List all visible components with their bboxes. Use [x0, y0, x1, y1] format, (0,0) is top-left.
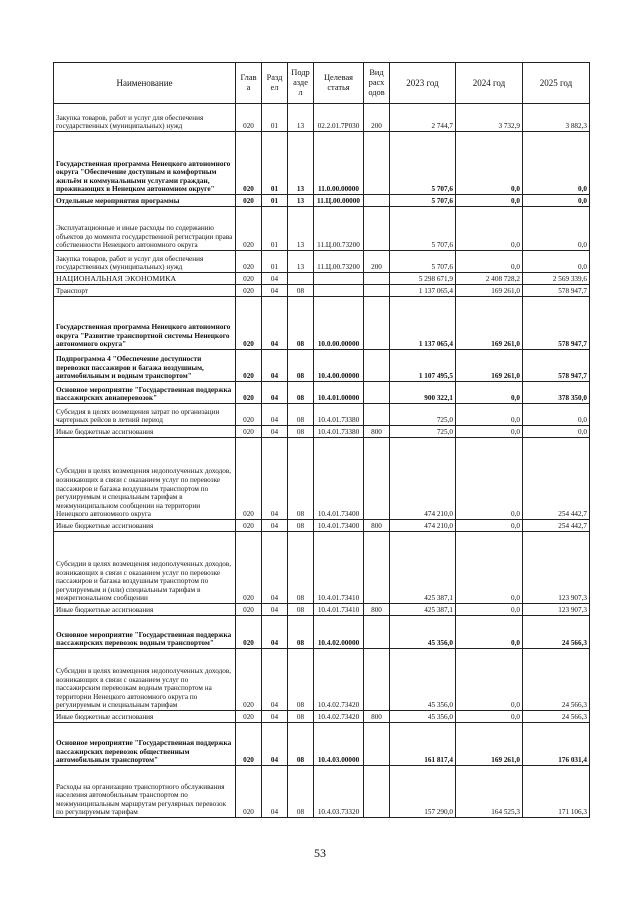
- table-row: [54, 350, 590, 382]
- cell-podrazdel: 08: [288, 723, 314, 766]
- cell-podrazdel: 13: [288, 104, 314, 132]
- cell-razdel: 04: [262, 382, 288, 404]
- cell-vid: [364, 382, 390, 404]
- table-row: [54, 711, 590, 723]
- cell-y2025: 254 442,7: [523, 520, 590, 532]
- cell-glava: 020: [236, 207, 262, 251]
- cell-vid: [364, 532, 390, 604]
- budget-table: [53, 62, 590, 818]
- cell-y2024: 169 261,0: [456, 350, 523, 382]
- cell-name: Эксплуатационные и иные расходы по содержанию объектов до момента государственной регистрации права собственности Ненецкого автономного округа: [54, 207, 236, 251]
- cell-glava: 020: [236, 104, 262, 132]
- cell-vid: [364, 723, 390, 766]
- cell-glava: 020: [236, 285, 262, 297]
- cell-y2023: 1 107 495,5: [390, 350, 456, 382]
- cell-y2023: 45 356,0: [390, 649, 456, 711]
- cell-glava: 020: [236, 604, 262, 616]
- cell-y2025: 24 566,3: [523, 649, 590, 711]
- cell-target: 11.Ц.00.73200: [314, 207, 364, 251]
- cell-vid: 800: [364, 426, 390, 438]
- cell-name: Подпрограмма 4 "Обеспечение доступности перевозки пассажиров и багажа воздушным, автомобильным и водным транспортом": [54, 350, 236, 382]
- cell-glava: 020: [236, 520, 262, 532]
- cell-target: 10.4.02.73420: [314, 711, 364, 723]
- cell-y2025: 0,0: [523, 426, 590, 438]
- cell-podrazdel: 08: [288, 532, 314, 604]
- cell-glava: 020: [236, 532, 262, 604]
- cell-name: Субсидии в целях возмещения недополученных доходов, возникающих в связи с оказанием услуг по пассажирским перевозкам водным транспортом на территории Ненецкого автономного округа по регулируемым и специальным тарифам: [54, 649, 236, 711]
- cell-y2025: 0,0: [523, 251, 590, 273]
- cell-glava: 020: [236, 649, 262, 711]
- cell-glava: 020: [236, 382, 262, 404]
- cell-name: Расходы на организацию транспортного обслуживания населения автомобильным транспортом по межмуниципальным маршрутам регулярных перевозок по регулируемым тарифам: [54, 766, 236, 818]
- cell-vid: [364, 195, 390, 207]
- cell-target: 10.4.00.00000: [314, 350, 364, 382]
- cell-razdel: 04: [262, 426, 288, 438]
- cell-glava: 020: [236, 195, 262, 207]
- cell-vid: [364, 297, 390, 350]
- cell-target: 10.4.03.00000: [314, 723, 364, 766]
- table-row: [54, 297, 590, 350]
- cell-glava: 020: [236, 711, 262, 723]
- cell-name: Иные бюджетные ассигнования: [54, 520, 236, 532]
- cell-y2023: 725,0: [390, 404, 456, 426]
- cell-podrazdel: [288, 273, 314, 285]
- cell-podrazdel: 08: [288, 766, 314, 818]
- header-name: Наименование: [54, 63, 236, 104]
- cell-target: [314, 285, 364, 297]
- cell-name: Субсидии в целях возмещения недополученных доходов, возникающих в связи с оказанием услуг по перевозке пассажиров и багажа воздушным транспортом по регулируемым и специальным тарифам в межмуниципальном сообщении на территории Ненецкого автономного округа: [54, 438, 236, 520]
- cell-razdel: 04: [262, 616, 288, 649]
- table-row: [54, 132, 590, 195]
- cell-y2024: 0,0: [456, 132, 523, 195]
- header-row: [54, 63, 590, 104]
- cell-target: 10.4.01.73380: [314, 426, 364, 438]
- cell-razdel: 01: [262, 251, 288, 273]
- cell-podrazdel: 08: [288, 426, 314, 438]
- cell-podrazdel: 08: [288, 285, 314, 297]
- cell-y2024: 2 408 728,2: [456, 273, 523, 285]
- cell-y2025: 0,0: [523, 195, 590, 207]
- table-row: [54, 207, 590, 251]
- cell-vid: 800: [364, 520, 390, 532]
- table-row: [54, 285, 590, 297]
- table-row: [54, 426, 590, 438]
- cell-glava: 020: [236, 297, 262, 350]
- cell-y2024: 0,0: [456, 616, 523, 649]
- cell-razdel: 04: [262, 520, 288, 532]
- cell-razdel: 04: [262, 766, 288, 818]
- table-row: [54, 104, 590, 132]
- header-target: Целевая статья: [314, 63, 364, 104]
- cell-podrazdel: 13: [288, 251, 314, 273]
- table-row: [54, 649, 590, 711]
- cell-y2024: 169 261,0: [456, 723, 523, 766]
- cell-y2023: 474 210,0: [390, 438, 456, 520]
- cell-target: 10.4.01.73380: [314, 404, 364, 426]
- cell-y2025: 171 106,3: [523, 766, 590, 818]
- cell-y2024: 0,0: [456, 404, 523, 426]
- cell-name: Транспорт: [54, 285, 236, 297]
- table-row: [54, 723, 590, 766]
- cell-target: 10.0.00.00000: [314, 297, 364, 350]
- cell-y2025: 176 031,4: [523, 723, 590, 766]
- cell-target: 10.4.02.73420: [314, 649, 364, 711]
- cell-razdel: 04: [262, 285, 288, 297]
- cell-vid: [364, 404, 390, 426]
- header-2025: 2025 год: [523, 63, 590, 104]
- table-row: [54, 520, 590, 532]
- cell-y2024: 169 261,0: [456, 297, 523, 350]
- cell-podrazdel: 08: [288, 297, 314, 350]
- page-number: 53: [314, 846, 326, 860]
- cell-vid: [364, 273, 390, 285]
- table-row: [54, 766, 590, 818]
- cell-name: Иные бюджетные ассигнования: [54, 604, 236, 616]
- cell-glava: 020: [236, 350, 262, 382]
- cell-y2024: 0,0: [456, 520, 523, 532]
- cell-y2023: 5 707,6: [390, 251, 456, 273]
- cell-target: 10.4.01.00000: [314, 382, 364, 404]
- cell-y2023: 5 707,6: [390, 207, 456, 251]
- cell-y2024: 0,0: [456, 711, 523, 723]
- cell-y2025: 578 947,7: [523, 285, 590, 297]
- cell-podrazdel: 08: [288, 404, 314, 426]
- cell-razdel: 04: [262, 297, 288, 350]
- cell-razdel: 01: [262, 132, 288, 195]
- cell-podrazdel: 08: [288, 649, 314, 711]
- cell-y2023: 1 137 065,4: [390, 285, 456, 297]
- cell-name: Основное мероприятие "Государственная поддержка пассажирских перевозок водным транспортом": [54, 616, 236, 649]
- cell-target: 10.4.01.73410: [314, 532, 364, 604]
- cell-vid: 800: [364, 711, 390, 723]
- cell-y2025: 24 566,3: [523, 616, 590, 649]
- cell-podrazdel: 08: [288, 711, 314, 723]
- cell-target: 11.Ц.00.00000: [314, 195, 364, 207]
- cell-name: Отдельные мероприятия программы: [54, 195, 236, 207]
- cell-podrazdel: 08: [288, 520, 314, 532]
- table-body: [54, 104, 590, 818]
- cell-y2025: 578 947,7: [523, 350, 590, 382]
- cell-name: Государственная программа Ненецкого автономного округа "Развитие транспортной системы Ненецкого автономного округа": [54, 297, 236, 350]
- cell-y2023: 425 387,1: [390, 532, 456, 604]
- cell-y2025: 0,0: [523, 207, 590, 251]
- cell-vid: [364, 285, 390, 297]
- table-row: [54, 404, 590, 426]
- table-row: [54, 532, 590, 604]
- cell-razdel: 04: [262, 532, 288, 604]
- cell-glava: 020: [236, 132, 262, 195]
- cell-glava: 020: [236, 251, 262, 273]
- cell-vid: [364, 438, 390, 520]
- cell-razdel: 01: [262, 104, 288, 132]
- cell-y2023: 474 210,0: [390, 520, 456, 532]
- cell-podrazdel: 08: [288, 438, 314, 520]
- cell-razdel: 01: [262, 207, 288, 251]
- header-2023: 2023 год: [390, 63, 456, 104]
- cell-name: Закупка товаров, работ и услуг для обеспечения государственных (муниципальных) нужд: [54, 251, 236, 273]
- cell-razdel: 04: [262, 438, 288, 520]
- cell-razdel: 04: [262, 350, 288, 382]
- cell-glava: 020: [236, 616, 262, 649]
- cell-y2025: 123 907,3: [523, 532, 590, 604]
- table-row: [54, 251, 590, 273]
- header-podrazdel: Подр азде л: [288, 63, 314, 104]
- cell-vid: [364, 766, 390, 818]
- table-row: [54, 382, 590, 404]
- table-row: [54, 438, 590, 520]
- cell-razdel: 04: [262, 404, 288, 426]
- cell-y2023: 2 744,7: [390, 104, 456, 132]
- cell-target: 10.4.01.73410: [314, 604, 364, 616]
- cell-y2024: 0,0: [456, 426, 523, 438]
- cell-y2025: 3 882,3: [523, 104, 590, 132]
- cell-y2025: 0,0: [523, 132, 590, 195]
- cell-y2025: 2 569 339,6: [523, 273, 590, 285]
- cell-glava: 020: [236, 723, 262, 766]
- cell-target: 10.4.03.73320: [314, 766, 364, 818]
- cell-razdel: 04: [262, 273, 288, 285]
- cell-name: Основное мероприятие "Государственная поддержка пассажирских перевозок общественным автомобильным транспортом": [54, 723, 236, 766]
- table-row: [54, 604, 590, 616]
- cell-y2024: 0,0: [456, 195, 523, 207]
- cell-podrazdel: 13: [288, 132, 314, 195]
- cell-razdel: 04: [262, 649, 288, 711]
- cell-target: 02.2.01.7Р030: [314, 104, 364, 132]
- cell-name: Субсидия в целях возмещения затрат по организации чартерных рейсов в летний период: [54, 404, 236, 426]
- cell-vid: 200: [364, 104, 390, 132]
- cell-podrazdel: 08: [288, 350, 314, 382]
- cell-razdel: 04: [262, 604, 288, 616]
- cell-target: 10.4.02.00000: [314, 616, 364, 649]
- cell-target: 11.Ц.00.73200: [314, 251, 364, 273]
- cell-y2024: 164 525,3: [456, 766, 523, 818]
- cell-y2024: 0,0: [456, 649, 523, 711]
- cell-y2023: 161 817,4: [390, 723, 456, 766]
- cell-razdel: 04: [262, 711, 288, 723]
- cell-y2023: 5 707,6: [390, 132, 456, 195]
- cell-vid: [364, 132, 390, 195]
- cell-y2023: 157 290,0: [390, 766, 456, 818]
- header-glava: Глав а: [236, 63, 262, 104]
- cell-name: Государственная программа Ненецкого автономного округа "Обеспечение доступным и комфортным жильём и коммунальными услугами граждан, проживающих в Ненецком автономном округе": [54, 132, 236, 195]
- cell-y2025: 378 350,0: [523, 382, 590, 404]
- cell-target: 10.4.01.73400: [314, 438, 364, 520]
- cell-y2023: 1 137 065,4: [390, 297, 456, 350]
- cell-y2025: 24 566,3: [523, 711, 590, 723]
- cell-razdel: 01: [262, 195, 288, 207]
- table-row: [54, 616, 590, 649]
- cell-y2023: 725,0: [390, 426, 456, 438]
- cell-target: [314, 273, 364, 285]
- cell-podrazdel: 08: [288, 604, 314, 616]
- cell-name: Иные бюджетные ассигнования: [54, 711, 236, 723]
- cell-y2024: 0,0: [456, 251, 523, 273]
- cell-target: 11.0.00.00000: [314, 132, 364, 195]
- cell-podrazdel: 13: [288, 195, 314, 207]
- cell-y2023: 900 322,1: [390, 382, 456, 404]
- cell-target: 10.4.01.73400: [314, 520, 364, 532]
- cell-vid: [364, 649, 390, 711]
- table-row: [54, 273, 590, 285]
- cell-glava: 020: [236, 404, 262, 426]
- cell-name: Субсидии в целях возмещения недополученных доходов, возникающих в связи с оказанием услуг по перевозке пассажиров и багажа воздушным транспортом по регулируемым и (или) специальным тарифам в межрегиональном сообщении: [54, 532, 236, 604]
- cell-podrazdel: 08: [288, 616, 314, 649]
- cell-vid: 200: [364, 251, 390, 273]
- cell-podrazdel: 08: [288, 382, 314, 404]
- header-2024: 2024 год: [456, 63, 523, 104]
- cell-name: Закупка товаров, работ и услуг для обеспечения государственных (муниципальных) нужд: [54, 104, 236, 132]
- cell-razdel: 04: [262, 723, 288, 766]
- cell-podrazdel: 13: [288, 207, 314, 251]
- table-row: [54, 195, 590, 207]
- cell-name: НАЦИОНАЛЬНАЯ ЭКОНОМИКА: [54, 273, 236, 285]
- cell-y2023: 5 707,6: [390, 195, 456, 207]
- cell-y2024: 0,0: [456, 207, 523, 251]
- cell-y2024: 0,0: [456, 382, 523, 404]
- cell-name: Иные бюджетные ассигнования: [54, 426, 236, 438]
- cell-y2025: 0,0: [523, 404, 590, 426]
- cell-vid: [364, 207, 390, 251]
- header-vid: Вид расх одов: [364, 63, 390, 104]
- cell-vid: 800: [364, 604, 390, 616]
- cell-y2024: 3 732,9: [456, 104, 523, 132]
- cell-y2025: 578 947,7: [523, 297, 590, 350]
- cell-glava: 020: [236, 766, 262, 818]
- cell-y2024: 169 261,0: [456, 285, 523, 297]
- cell-vid: [364, 616, 390, 649]
- cell-glava: 020: [236, 438, 262, 520]
- cell-glava: 020: [236, 273, 262, 285]
- cell-y2023: 425 387,1: [390, 604, 456, 616]
- cell-y2023: 5 298 671,9: [390, 273, 456, 285]
- cell-y2023: 45 356,0: [390, 711, 456, 723]
- cell-vid: [364, 350, 390, 382]
- cell-y2025: 254 442,7: [523, 438, 590, 520]
- cell-y2024: 0,0: [456, 438, 523, 520]
- cell-y2025: 123 907,3: [523, 604, 590, 616]
- header-razdel: Разд ел: [262, 63, 288, 104]
- cell-y2023: 45 356,0: [390, 616, 456, 649]
- cell-glava: 020: [236, 426, 262, 438]
- cell-name: Основное мероприятие "Государственная поддержка пассажирских авиаперевозок": [54, 382, 236, 404]
- cell-y2024: 0,0: [456, 604, 523, 616]
- cell-y2024: 0,0: [456, 532, 523, 604]
